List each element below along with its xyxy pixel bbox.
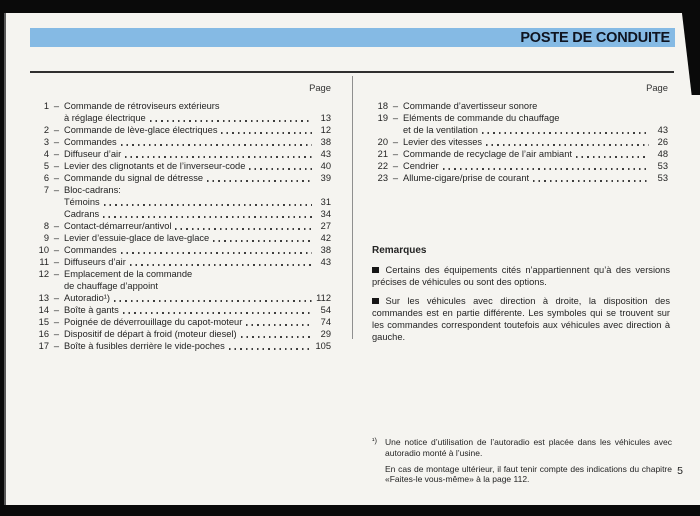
remark-paragraph	[372, 265, 670, 288]
footnote-marker: ¹)	[372, 436, 377, 445]
toc-item-line	[33, 268, 331, 280]
toc-leader-dots	[103, 216, 312, 218]
toc-item-page: 48	[657, 149, 668, 159]
toc-item-line	[33, 220, 331, 232]
toc-item-dash: –	[392, 149, 399, 159]
toc-item-label: Commande de recyclage de l’air ambiant	[403, 149, 572, 159]
toc-item-line	[372, 124, 668, 136]
toc-item-label: Cendrier	[403, 161, 439, 171]
toc-item-line	[372, 136, 668, 148]
toc-item-page: 40	[320, 161, 331, 171]
toc-item-page: 38	[320, 245, 331, 255]
toc-item-line	[33, 208, 331, 220]
toc-item-number: 12	[38, 269, 49, 279]
toc-item-number: 4	[43, 149, 49, 159]
toc-item-dash: –	[53, 269, 60, 279]
toc-item-label: Commandes	[64, 245, 117, 255]
toc-item-number: 18	[377, 101, 388, 111]
toc-item-label: Commande de rétroviseurs extérieurs	[64, 101, 220, 111]
toc-item-line	[33, 328, 331, 340]
toc-item-line	[33, 232, 331, 244]
toc-item-line	[372, 172, 668, 184]
toc-item-line	[372, 160, 668, 172]
toc-item-dash: –	[392, 137, 399, 147]
toc-leader-dots	[125, 156, 312, 158]
toc-item-dash: –	[392, 113, 399, 123]
toc-item-dash: –	[53, 101, 60, 111]
footnote-paragraph	[372, 464, 672, 486]
toc-item-label: Témoins	[64, 197, 100, 207]
remark-paragraph	[372, 296, 670, 343]
toc-item-number	[33, 112, 49, 124]
toc-item-line	[33, 196, 331, 208]
manual-page	[6, 13, 700, 505]
toc-item-page: 53	[657, 161, 668, 171]
toc-item-number: 9	[43, 233, 49, 243]
toc-item-label: et de la ventilation	[403, 125, 478, 135]
toc-leader-dots	[175, 228, 312, 230]
toc-item-number: 22	[377, 161, 388, 171]
toc-item-label: Boîte à gants	[64, 305, 119, 315]
toc-item-page: 39	[320, 173, 331, 183]
toc-leader-dots	[576, 156, 649, 158]
toc-item-label: Dispositif de départ à froid (moteur diesel)	[64, 329, 237, 339]
toc-item-dash	[49, 112, 64, 124]
toc-item-dash: –	[392, 161, 399, 171]
toc-item-line	[33, 256, 331, 268]
toc-item-label: Levier d’essuie-glace de lave-glace	[64, 233, 210, 243]
toc-item-number: 3	[43, 137, 49, 147]
toc-item-number	[33, 196, 49, 208]
toc-item-page: 31	[320, 197, 331, 207]
page-number: 5	[677, 465, 683, 477]
toc-item-label: Commande d’avertisseur sonore	[403, 101, 538, 111]
toc-leader-dots	[221, 132, 312, 134]
toc-item-line	[33, 136, 331, 148]
toc-item-label: à réglage électrique	[64, 113, 146, 123]
remarks-section	[372, 245, 670, 351]
page-column-header-right: Page	[646, 82, 668, 93]
toc-leader-dots	[207, 180, 312, 182]
toc-item-number: 1	[43, 101, 49, 111]
toc-item-page: 74	[320, 317, 331, 327]
toc-leader-dots	[121, 144, 312, 146]
book-edge-highlight	[4, 13, 6, 505]
toc-item-dash: –	[392, 173, 399, 183]
toc-leader-dots	[229, 348, 312, 350]
footnote-section	[372, 437, 672, 485]
toc-item-label: Boîte à fusibles derrière le vide-poches	[64, 341, 225, 351]
toc-item-dash: –	[53, 161, 60, 171]
toc-item-page: 43	[657, 125, 668, 135]
toc-item-dash: –	[53, 341, 60, 351]
toc-item-label: Commandes	[64, 137, 117, 147]
remark-text: Sur les véhicules avec direction à droite, la disposition des commandes est en partie différente. Les symboles qui se trouvent sur les commandes correspondent toutefois aux véhicules avec direction à gauche.	[372, 296, 670, 342]
toc-leader-dots	[443, 168, 649, 170]
toc-item-number: 20	[377, 137, 388, 147]
toc-item-page: 13	[320, 113, 331, 123]
remarks-heading: Remarques	[372, 245, 427, 256]
toc-leader-dots	[533, 180, 649, 182]
toc-item-dash	[388, 124, 403, 136]
toc-item-page: 34	[320, 209, 331, 219]
toc-item-number: 10	[38, 245, 49, 255]
toc-item-page: 42	[320, 233, 331, 243]
toc-item-label: Allume-cigare/prise de courant	[403, 173, 530, 183]
toc-item-number: 14	[38, 305, 49, 315]
toc-leader-dots	[114, 300, 312, 302]
toc-leader-dots	[249, 168, 312, 170]
toc-item-number: 6	[43, 173, 49, 183]
toc-item-dash: –	[53, 173, 60, 183]
toc-leader-dots	[150, 120, 312, 122]
page-title: POSTE DE CONDUITE	[520, 29, 670, 46]
footnote-text: En cas de montage ultérieur, il faut tenir compte des indications du chapitre «Faites-le vous-même» à la page 112.	[385, 463, 672, 485]
toc-item-line	[33, 316, 331, 328]
toc-item-number: 2	[43, 125, 49, 135]
toc-item-line	[372, 100, 668, 112]
toc-item-page: 26	[657, 137, 668, 147]
toc-item-page: 27	[320, 221, 331, 231]
toc-item-label: Autoradio¹)	[64, 293, 110, 303]
toc-item-number	[372, 124, 388, 136]
toc-item-line	[33, 148, 331, 160]
page-column-header-left: Page	[309, 82, 331, 93]
toc-item-line	[33, 100, 331, 112]
toc-item-dash: –	[53, 305, 60, 315]
toc-leader-dots	[486, 144, 649, 146]
toc-item-line	[33, 280, 331, 292]
toc-item-number: 16	[38, 329, 49, 339]
footnote-text: Une notice d’utilisation de l’autoradio est placée dans les véhicules avec autoradio monté à l’usine.	[385, 437, 672, 458]
toc-item-dash: –	[53, 185, 60, 195]
toc-item-page: 105	[315, 341, 331, 351]
toc-item-number: 5	[43, 161, 49, 171]
header-band	[30, 28, 675, 47]
toc-item-line	[33, 124, 331, 136]
toc-item-label: Poignée de déverrouillage du capot-moteur	[64, 317, 243, 327]
toc-item-label: Emplacement de la commande	[64, 269, 193, 279]
toc-item-page: 38	[320, 137, 331, 147]
toc-leader-dots	[246, 324, 312, 326]
toc-item-dash: –	[53, 221, 60, 231]
toc-item-line	[33, 304, 331, 316]
toc-item-label: Diffuseur d’air	[64, 149, 122, 159]
toc-leader-dots	[130, 264, 312, 266]
toc-column-left	[33, 100, 331, 352]
toc-item-dash: –	[53, 329, 60, 339]
toc-item-dash	[49, 196, 64, 208]
toc-leader-dots	[121, 252, 312, 254]
toc-leader-dots	[482, 132, 649, 134]
toc-item-line	[33, 160, 331, 172]
toc-item-page: 53	[657, 173, 668, 183]
toc-item-label: Commande du signal de détresse	[64, 173, 204, 183]
toc-item-number: 7	[43, 185, 49, 195]
remark-text: Certains des équipements cités n’appartiennent qu’à des versions précises de véhicules ou sont des options.	[372, 265, 670, 287]
toc-item-page: 43	[320, 257, 331, 267]
toc-item-line	[372, 112, 668, 124]
toc-item-number: 19	[377, 113, 388, 123]
toc-item-dash	[49, 208, 64, 220]
toc-item-number: 21	[377, 149, 388, 159]
toc-item-label: Levier des vitesses	[403, 137, 483, 147]
toc-item-number: 17	[38, 341, 49, 351]
toc-item-number	[33, 208, 49, 220]
toc-item-line	[33, 112, 331, 124]
toc-item-line	[33, 292, 331, 304]
toc-item-label: Diffuseurs d’air	[64, 257, 126, 267]
toc-item-dash: –	[53, 233, 60, 243]
footnote-paragraph	[372, 437, 672, 459]
toc-item-label: Bloc-cadrans:	[64, 185, 121, 195]
toc-leader-dots	[104, 204, 312, 206]
bullet-square-icon	[372, 267, 379, 274]
column-divider	[352, 76, 353, 339]
toc-item-line	[372, 148, 668, 160]
toc-item-dash: –	[392, 101, 399, 111]
toc-item-number: 13	[38, 293, 49, 303]
toc-item-label: Cadrans	[64, 209, 100, 219]
toc-item-number	[33, 280, 49, 292]
toc-item-label: Eléments de commande du chauffage	[403, 113, 560, 123]
toc-item-line	[33, 184, 331, 196]
toc-item-label: de chauffage d’appoint	[64, 281, 158, 291]
toc-item-number: 8	[43, 221, 49, 231]
toc-item-line	[33, 340, 331, 352]
toc-item-dash: –	[53, 293, 60, 303]
toc-column-right	[372, 100, 668, 184]
toc-item-page: 112	[316, 293, 331, 303]
toc-item-dash: –	[53, 149, 60, 159]
toc-item-label: Levier des clignotants et de l’inverseur-code	[64, 161, 246, 171]
toc-item-page: 12	[320, 125, 331, 135]
toc-item-line	[33, 244, 331, 256]
toc-item-dash: –	[53, 257, 60, 267]
toc-item-page: 29	[320, 329, 331, 339]
header-rule	[30, 71, 674, 73]
toc-item-page: 54	[320, 305, 331, 315]
toc-item-dash: –	[53, 317, 60, 327]
toc-leader-dots	[213, 240, 312, 242]
toc-item-dash	[49, 280, 64, 292]
toc-leader-dots	[123, 312, 312, 314]
toc-item-page: 43	[320, 149, 331, 159]
toc-leader-dots	[241, 336, 312, 338]
toc-item-label: Contact-démarreur/antivol	[64, 221, 172, 231]
toc-item-dash: –	[53, 137, 60, 147]
toc-item-number: 15	[38, 317, 49, 327]
toc-item-number: 23	[377, 173, 388, 183]
bullet-square-icon	[372, 298, 379, 305]
toc-item-dash: –	[53, 125, 60, 135]
toc-item-dash: –	[53, 245, 60, 255]
toc-item-number: 11	[39, 257, 49, 267]
toc-item-line	[33, 172, 331, 184]
toc-item-label: Commande de lève-glace électriques	[64, 125, 218, 135]
